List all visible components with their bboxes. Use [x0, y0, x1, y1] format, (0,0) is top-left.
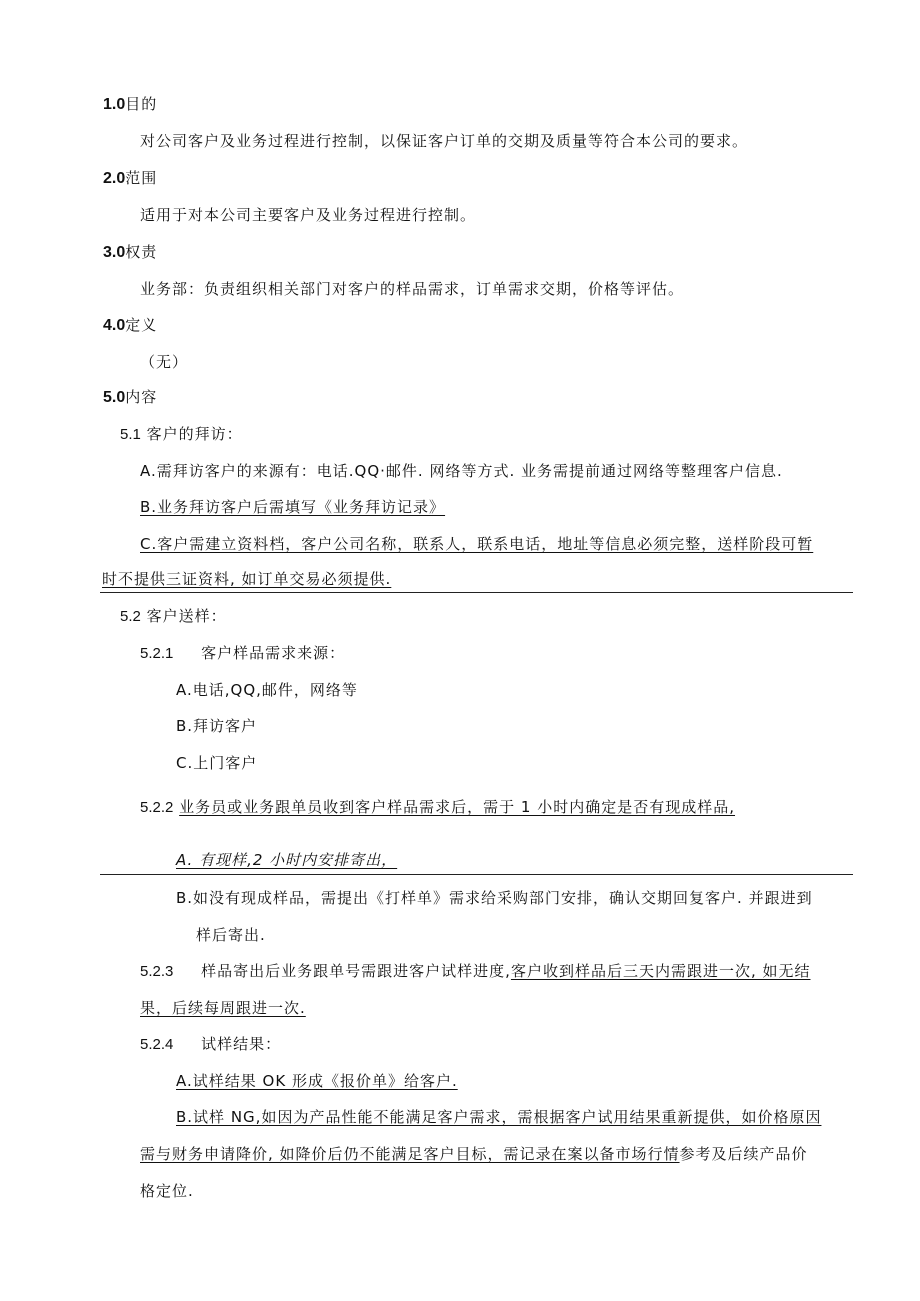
item-5-1-a: A.需拜访客户的来源有：电话.QQ·邮件. 网络等方式. 业务需提前通过网络等整理客户信息.: [140, 462, 783, 480]
section-3-body: 业务部：负责组织相关部门对客户的样品需求，订单需求交期，价格等评估。: [140, 280, 685, 298]
section-3-heading: [103, 242, 157, 263]
item-5-2-1-b: B.拜访客户: [176, 717, 258, 735]
section-number: 5.0: [103, 389, 126, 406]
subsection-5-2-heading: [120, 606, 227, 627]
section-4-heading: [103, 315, 157, 336]
item-5-2-4-a: A.试样结果 OK 形成《报价单》给客户.: [176, 1072, 458, 1090]
para-title: 试样结果：: [201, 1035, 282, 1053]
section-title: 范围: [125, 169, 158, 187]
para-number: 5.2.1: [140, 645, 174, 662]
subsection-title: 客户的拜访：: [146, 425, 243, 443]
item-text: 参考及后续产品价: [679, 1145, 808, 1163]
item-5-2-2-a: A. 有现样,2 小时内安排寄出，: [176, 851, 398, 869]
para-5-2-4-heading: [140, 1034, 281, 1055]
para-5-2-1-heading: [140, 643, 345, 664]
section-title: 权责: [125, 243, 158, 261]
subsection-number: 5.1: [120, 426, 141, 443]
para-number: 5.2.3: [140, 963, 174, 980]
section-number: 2.0: [103, 170, 126, 187]
para-5-2-2: [140, 797, 735, 818]
item-text-underlined: 需与财务申请降价, 如降价后仍不能满足客户目标，需记录在案以备市场行情: [140, 1145, 680, 1163]
section-title: 定义: [125, 316, 158, 334]
para-number: 5.2.4: [140, 1036, 174, 1053]
item-5-2-4-b-line1: B.试样 NG,如因为产品性能不能满足客户需求，需根据客户试用结果重新提供，如价格原因: [176, 1108, 822, 1126]
section-number: 1.0: [103, 96, 126, 113]
para-title: 客户样品需求来源：: [201, 644, 346, 662]
section-1-body: 对公司客户及业务过程进行控制，以保证客户订单的交期及质量等符合本公司的要求。: [140, 132, 749, 150]
item-5-2-4-b-line3: 格定位.: [140, 1182, 194, 1200]
section-5-heading: [103, 387, 157, 408]
para-text: 业务员或业务跟单员收到客户样品需求后，需于 1 小时内确定是否有现成样品,: [179, 798, 736, 816]
item-5-2-4-b-line2: [140, 1144, 808, 1164]
para-5-2-3-line2: 果，后续每周跟进一次.: [140, 999, 306, 1017]
section-number: 4.0: [103, 317, 126, 334]
section-number: 3.0: [103, 244, 126, 261]
item-5-1-c-line2: 时不提供三证资料, 如订单交易必须提供.: [102, 570, 392, 588]
section-2-body: 适用于对本公司主要客户及业务过程进行控制。: [140, 206, 477, 224]
subsection-number: 5.2: [120, 608, 141, 625]
item-5-1-b: B.业务拜访客户后需填写《业务拜访记录》: [140, 498, 446, 516]
para-number: 5.2.2: [140, 799, 174, 816]
section-2-heading: [103, 168, 157, 189]
para-text-underlined: 客户收到样品后三天内需跟进一次, 如无结: [510, 962, 811, 980]
item-5-2-1-a: A.电话,QQ,邮件，网络等: [176, 681, 358, 699]
section-4-body: （无）: [140, 353, 189, 371]
item-5-2-1-c: C.上门客户: [176, 754, 258, 772]
section-1-heading: [103, 94, 157, 115]
para-5-2-3-line1: [140, 961, 810, 982]
change-bar-line: [100, 592, 853, 593]
section-title: 目的: [125, 95, 158, 113]
item-5-1-c-line1: C.客户需建立资料档，客户公司名称，联系人，联系电话，地址等信息必须完整，送样阶段可暂: [140, 535, 814, 553]
subsection-5-1-heading: [120, 424, 243, 445]
item-5-2-2-b-line2: 样后寄出.: [196, 926, 266, 944]
para-text: 样品寄出后业务跟单号需跟进客户试样进度,: [201, 962, 511, 980]
section-title: 内容: [125, 388, 158, 406]
change-bar-line: [100, 874, 853, 875]
item-5-2-2-b-line1: B.如没有现成样品，需提出《打样单》需求给采购部门安排，确认交期回复客户. 并跟进到: [176, 889, 813, 907]
subsection-title: 客户送样：: [146, 607, 227, 625]
